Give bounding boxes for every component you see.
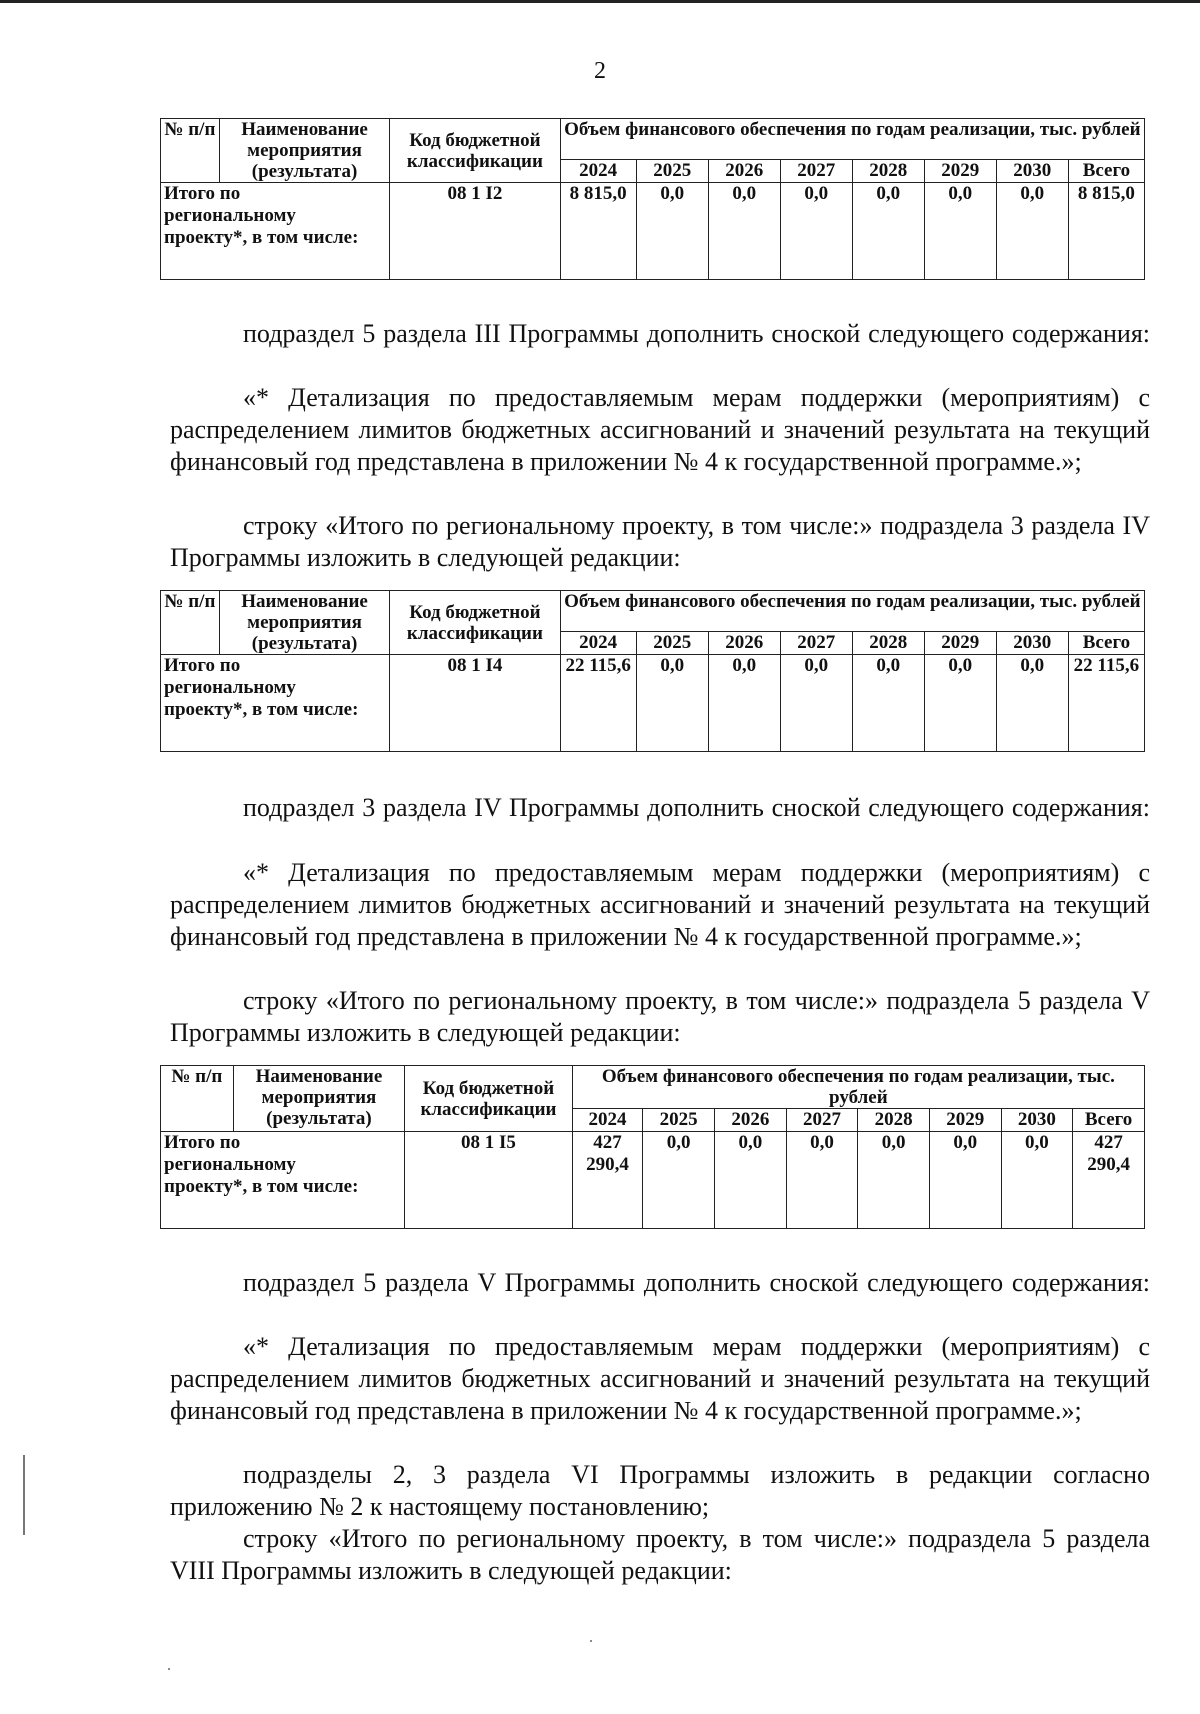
header-year: 2026 [715, 1109, 787, 1132]
value-cell: 0,0 [636, 655, 708, 752]
value-cell: 8 815,0 [560, 183, 636, 280]
total-cell: 427 290,4 [1073, 1132, 1145, 1229]
paragraph: строку «Итого по региональному проекту, в том числе:» подраздела 5 раздела VIII Программы изложить в следующей редакции: [170, 1524, 1150, 1585]
funding-table-1 [160, 118, 1145, 280]
budget-code: 08 1 I2 [390, 183, 560, 280]
header-name: Наименование мероприятия (результата) [219, 119, 389, 183]
scan-speck [168, 1668, 170, 1670]
header-code: Код бюджетной классификации [390, 591, 560, 655]
header-num: № п/п [161, 1066, 234, 1132]
paragraph: подразделы 2, 3 раздела VI Программы изложить в редакции согласно приложению № 2 к настоящему постановлению; [170, 1460, 1150, 1521]
budget-code: 08 1 I5 [405, 1132, 573, 1229]
header-year: 2027 [780, 632, 852, 655]
header-year: 2029 [929, 1109, 1001, 1132]
paragraph: «* Детализация по предоставляемым мерам поддержки (мероприятиям) с распределением лимитов бюджетных ассигнований и значений результата на текущий финансовый год представлена в приложении № 4 к государственной программе.»; [170, 1332, 1150, 1425]
header-year: 2030 [996, 160, 1068, 183]
header-total: Всего [1073, 1109, 1145, 1132]
value-cell: 0,0 [858, 1132, 930, 1229]
total-cell: 22 115,6 [1068, 655, 1144, 752]
budget-code: 08 1 I4 [390, 655, 560, 752]
value-cell: 0,0 [780, 183, 852, 280]
header-volume: Объем финансового обеспечения по годам реализации, тыс. рублей [560, 119, 1144, 160]
header-name: Наименование мероприятия (результата) [219, 591, 389, 655]
paragraph: подраздел 5 раздела III Программы дополнить сноской следующего содержания: [243, 319, 1150, 348]
header-year: 2025 [636, 632, 708, 655]
header-year: 2024 [560, 632, 636, 655]
paragraph: «* Детализация по предоставляемым мерам поддержки (мероприятиям) с распределением лимитов бюджетных ассигнований и значений результата на текущий финансовый год представлена в приложении № 4 к государственной программе.»; [170, 858, 1150, 951]
value-cell: 0,0 [929, 1132, 1001, 1229]
funding-table-3 [160, 1065, 1145, 1229]
value-cell: 0,0 [996, 655, 1068, 752]
header-volume: Объем финансового обеспечения по годам реализации, тыс. рублей [560, 591, 1144, 632]
header-total: Всего [1068, 160, 1144, 183]
header-year: 2028 [852, 160, 924, 183]
table-row [161, 655, 1145, 752]
header-year: 2028 [858, 1109, 930, 1132]
value-cell: 0,0 [996, 183, 1068, 280]
header-num: № п/п [161, 591, 220, 655]
row-label: Итого по региональному проекту*, в том числе: [161, 1132, 405, 1229]
value-cell: 22 115,6 [560, 655, 636, 752]
value-cell: 0,0 [715, 1132, 787, 1229]
value-cell: 0,0 [708, 655, 780, 752]
value-cell: 427 290,4 [572, 1132, 643, 1229]
value-cell: 0,0 [1001, 1132, 1073, 1229]
top-border-line [0, 0, 1200, 3]
scan-speck [590, 1640, 592, 1642]
header-total: Всего [1068, 632, 1144, 655]
header-volume: Объем финансового обеспечения по годам реализации, тыс. рублей [572, 1066, 1144, 1109]
table-row [161, 183, 1145, 280]
header-code: Код бюджетной классификации [405, 1066, 573, 1132]
value-cell: 0,0 [852, 655, 924, 752]
scan-margin-mark [23, 1455, 25, 1535]
header-year: 2025 [643, 1109, 715, 1132]
row-label: Итого по региональному проекту*, в том числе: [161, 655, 390, 752]
header-year: 2030 [996, 632, 1068, 655]
header-year: 2024 [572, 1109, 643, 1132]
paragraph: подраздел 3 раздела IV Программы дополнить сноской следующего содержания: [243, 793, 1150, 822]
header-year: 2028 [852, 632, 924, 655]
header-year: 2025 [636, 160, 708, 183]
header-code: Код бюджетной классификации [390, 119, 560, 183]
total-cell: 8 815,0 [1068, 183, 1144, 280]
page-number: 2 [594, 58, 606, 84]
value-cell: 0,0 [924, 655, 996, 752]
value-cell: 0,0 [852, 183, 924, 280]
paragraph: строку «Итого по региональному проекту, в том числе:» подраздела 5 раздела V Программы изложить в следующей редакции: [170, 986, 1150, 1047]
header-year: 2029 [924, 632, 996, 655]
value-cell: 0,0 [708, 183, 780, 280]
header-year: 2030 [1001, 1109, 1073, 1132]
header-year: 2027 [786, 1109, 858, 1132]
paragraph: «* Детализация по предоставляемым мерам поддержки (мероприятиям) с распределением лимитов бюджетных ассигнований и значений результата на текущий финансовый год представлена в приложении № 4 к государственной программе.»; [170, 383, 1150, 476]
row-label: Итого по региональному проекту*, в том числе: [161, 183, 390, 280]
paragraph: строку «Итого по региональному проекту, в том числе:» подраздела 3 раздела IV Программы изложить в следующей редакции: [170, 511, 1150, 572]
value-cell: 0,0 [643, 1132, 715, 1229]
value-cell: 0,0 [780, 655, 852, 752]
header-year: 2026 [708, 160, 780, 183]
paragraph: подраздел 5 раздела V Программы дополнить сноской следующего содержания: [243, 1268, 1150, 1297]
value-cell: 0,0 [636, 183, 708, 280]
header-num: № п/п [161, 119, 220, 183]
header-year: 2029 [924, 160, 996, 183]
funding-table-2 [160, 590, 1145, 752]
value-cell: 0,0 [924, 183, 996, 280]
header-year: 2026 [708, 632, 780, 655]
header-year: 2027 [780, 160, 852, 183]
table-row [161, 1132, 1145, 1229]
header-name: Наименование мероприятия (результата) [233, 1066, 405, 1132]
value-cell: 0,0 [786, 1132, 858, 1229]
header-year: 2024 [560, 160, 636, 183]
